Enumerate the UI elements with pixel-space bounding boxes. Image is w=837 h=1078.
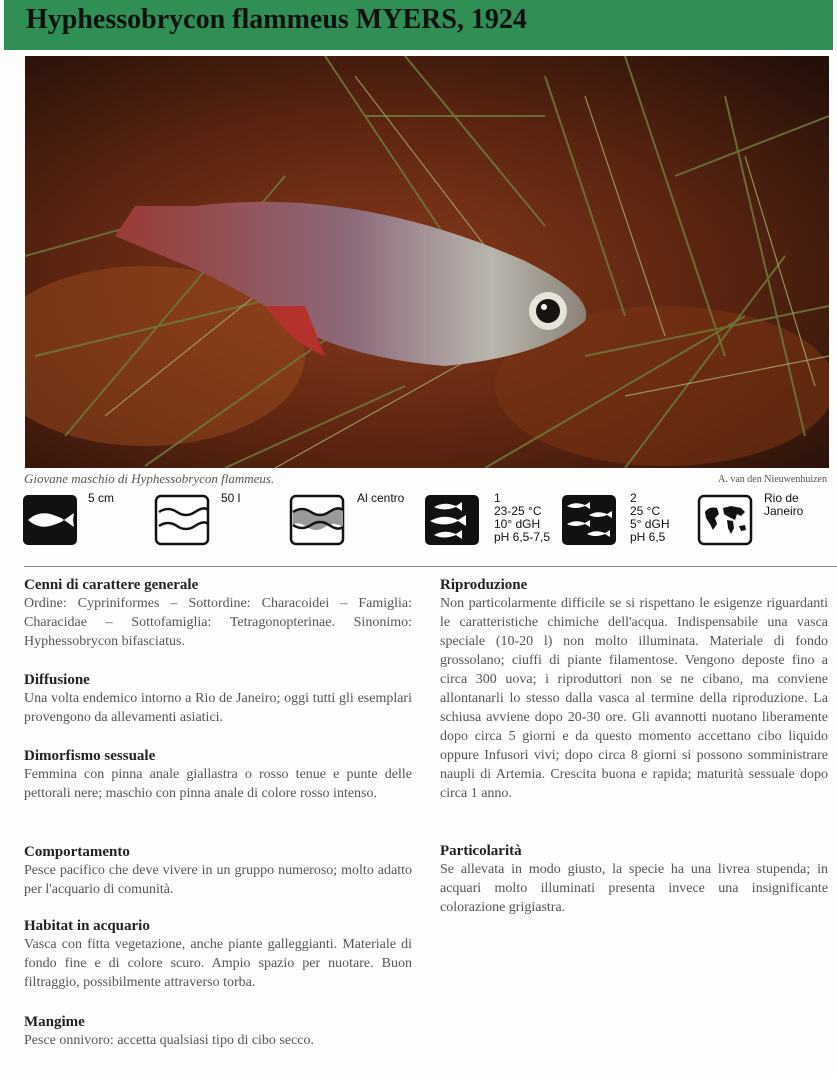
water2-hardness: 5° dGH (630, 517, 670, 531)
section-body: Femmina con pinna anale giallastra o rosso tenue e punte delle pettorali nere; maschio con pinna anale di colore rosso intenso. (24, 767, 412, 801)
water2-ph: pH 6,5 (630, 530, 666, 544)
section-body: Pesce pacifico che deve vivere in un gruppo numeroso; molto adatto per l'acquario di comunità. (24, 863, 412, 897)
volume-text: 50 l (221, 491, 241, 505)
origin-text: Rio de Janeiro (764, 491, 804, 518)
water-params-2 (630, 492, 669, 544)
section-heading: Diffusione (24, 672, 90, 688)
section-comportamento (24, 843, 412, 899)
section-body: Se allevata in modo giusto, la specie ha una livrea stupenda; in acquari molto illuminati presenta invece una insignificante colorazione grigiastra. (440, 862, 828, 915)
water1-ph: pH 6,5-7,5 (494, 530, 551, 544)
water1-number: 1 (494, 491, 501, 505)
water1-hardness: 10° dGH (494, 517, 541, 531)
section-body: Vasca con fitta vegetazione, anche piante galleggianti. Materiale di fondo fine e di colore scuro. Ampio spazio per nuotare. Buon filtraggio, possibilmente attraverso torba. (24, 937, 412, 990)
fish-size-icon (22, 494, 78, 546)
divider (24, 566, 837, 567)
section-heading: Riproduzione (440, 577, 528, 593)
section-particolarita (440, 842, 828, 917)
section-body: Ordine: Cypriniformes – Sottordine: Characoidei – Famiglia: Characidae – Sottofamiglia: Tetragonopterinae. Sinonimo: Hyphessobrycon bifasciatus. (24, 596, 412, 649)
water-params-1 (494, 492, 550, 544)
section-diffusione (24, 671, 412, 727)
water2-temp: 25 °C (630, 504, 661, 518)
page-title: Hyphessobrycon flammeus MYERS, 1924 (26, 4, 527, 35)
section-mangime (24, 1013, 412, 1050)
fish-photo (25, 56, 829, 468)
photo-credit: A. van den Nieuwenhuizen (718, 474, 827, 485)
water2-number: 2 (630, 491, 637, 505)
section-heading: Dimorfismo sessuale (24, 748, 156, 764)
section-habitat (24, 917, 412, 992)
photo-caption: Giovane maschio di Hyphessobrycon flammeus. (24, 471, 275, 486)
section-body: Pesce onnivoro: accetta qualsiasi tipo di cibo secco. (24, 1033, 315, 1048)
section-body: Non particolarmente difficile se si rispettano le esigenze riguardanti le caratteristiche chimiche dell'acqua. Indispensabile una vasca speciale (10-20 l) non molto illuminata. Materiale di fondo grossolano; ciuffi di piante filamentose. Vengono deposte fino a circa 300 uova; i riproduttori non se ne cibano, ma conviene allontanarli lo stesso dalla vasca al termine della riproduzione. La schiusa avviene dopo 20-30 ore. Gli avannotti nuotano liberamente dopo circa 5 giorni e da questo momento accettano cibo liquido oppure Infusori vivi; dopo circa 8 giorni si possono somministrare naupli di Artemia. Crescita buona e rapida; maturità sessuale dopo circa 1 anno. (440, 596, 828, 801)
section-heading: Comportamento (24, 844, 130, 860)
title-bar (4, 0, 833, 50)
section-riproduzione (440, 576, 828, 803)
section-generale (24, 576, 412, 651)
swim-zone-icon (289, 494, 345, 546)
water1-temp: 23-25 °C (494, 504, 542, 518)
fish-photo-image (25, 56, 829, 468)
section-heading: Mangime (24, 1014, 85, 1030)
world-map-icon (697, 494, 753, 546)
section-body: Una volta endemico intorno a Rio de Janeiro; oggi tutti gli esemplari provengono da allevamenti asiatici. (24, 691, 412, 725)
zone-text: Al centro (357, 491, 405, 505)
school-fish-icon (424, 494, 480, 546)
section-heading: Habitat in acquario (24, 918, 150, 934)
section-dimorfismo (24, 747, 412, 803)
section-heading: Cenni di carattere generale (24, 577, 199, 593)
size-text: 5 cm (88, 491, 115, 505)
school-fish-icon-2 (561, 494, 617, 546)
section-heading: Particolarità (440, 843, 522, 859)
tank-volume-icon (154, 494, 210, 546)
